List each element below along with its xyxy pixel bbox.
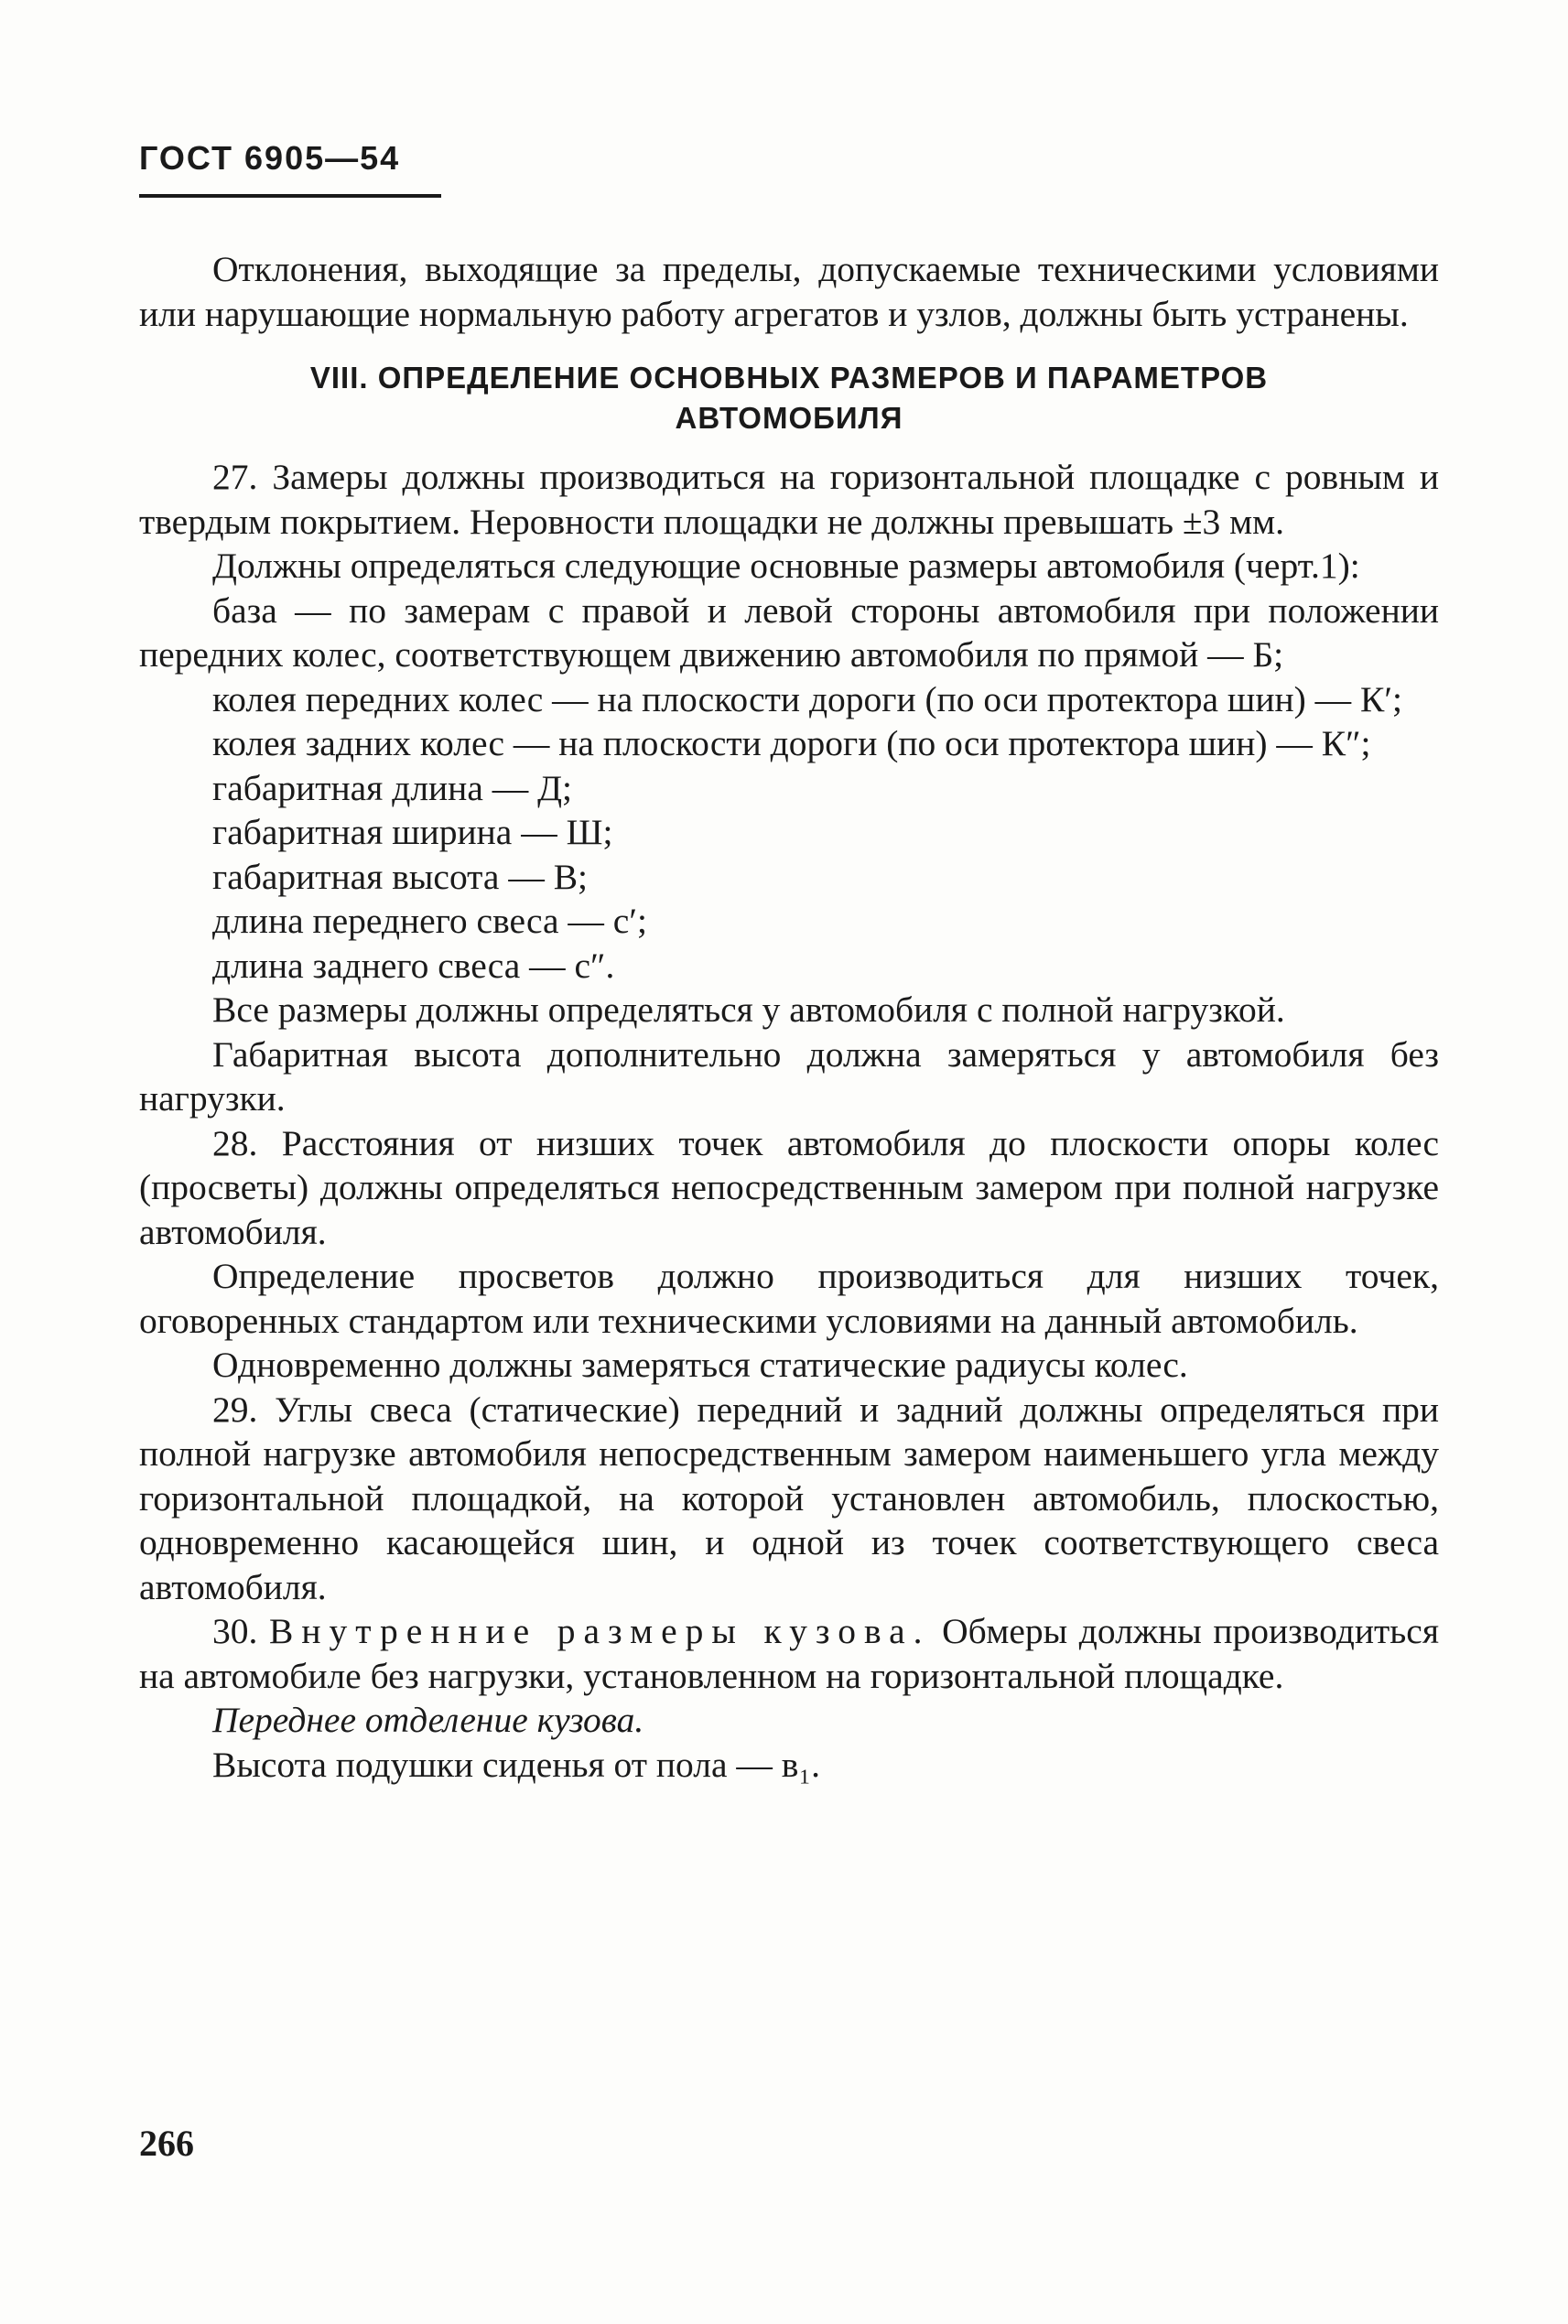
paragraph-29: 29. Углы свеса (статические) передний и задний должны определяться при полной нагрузке автомобиля непосредственным замером наименьшего угла между горизонтальной площадкой, на которой установлен автомобиль, плоскостью, одновременно касающейся шин, и одной из точек соответствующего свеса автомобиля. xyxy=(139,1389,1439,1607)
header-rule xyxy=(139,194,441,198)
paragraph-30 xyxy=(139,1609,1439,1698)
section-title-line2: АВТОМОБИЛЯ xyxy=(675,401,903,435)
page-number: 266 xyxy=(139,2123,194,2164)
paragraph-30-text: Обмеры должны производиться на автомобиле без нагрузки, установленном на горизонтальной площадке. xyxy=(139,1611,1439,1696)
seat-height: Высота подушки сиденья от пола — в₁. xyxy=(212,1744,821,1785)
dimension-width: габаритная ширина — Ш; xyxy=(212,812,613,852)
document-body xyxy=(139,247,1439,1787)
dimension-length: габаритная длина — Д; xyxy=(212,767,573,808)
paragraph-27-dimensions: Должны определяться следующие основные размеры автомобиля (черт.1): xyxy=(212,546,1360,586)
paragraph-30-heading: Внутренние размеры кузова. xyxy=(268,1611,931,1651)
height-extra-note: Габаритная высота дополнительно должна замеряться у автомобиля без нагрузки. xyxy=(139,1033,1439,1119)
front-compartment-heading: Переднее отделение кузова. xyxy=(212,1700,644,1740)
dimension-front-overhang: длина переднего свеса — c′; xyxy=(212,901,647,941)
dimension-height: габаритная высота — В; xyxy=(212,856,589,897)
paragraph-28-clearance: Определение просветов должно производиться для низших точек, оговоренных стандартом или техническими условиями на данный автомобиль. xyxy=(139,1256,1439,1341)
intro-paragraph: Отклонения, выходящие за пределы, допускаемые техническими условиями или нарушающие нормальную работу агрегатов и узлов, должны быть устранены. xyxy=(139,249,1439,334)
standard-code: ГОСТ 6905—54 xyxy=(139,139,401,177)
dimension-base: база — по замерам с правой и левой стороны автомобиля при положении передних колес, соответствующем движению автомобиля по прямой — Б; xyxy=(139,589,1439,675)
section-title-line1: VIII. ОПРЕДЕЛЕНИЕ ОСНОВНЫХ РАЗМЕРОВ И ПАРАМЕТРОВ xyxy=(309,361,1269,395)
section-title xyxy=(139,358,1439,438)
dimension-rear-track: колея задних колес — на плоскости дороги (по оси протектора шин) — К″; xyxy=(212,723,1371,763)
dimension-rear-overhang: длина заднего свеса — c″. xyxy=(212,945,615,986)
dimension-front-track: колея передних колес — на плоскости дороги (по оси протектора шин) — К′; xyxy=(212,678,1402,719)
paragraph-28-radii: Одновременно должны замеряться статические радиусы колес. xyxy=(212,1345,1188,1385)
paragraph-28: 28. Расстояния от низших точек автомобиля до плоскости опоры колес (просветы) должны определяться непосредственным замером при полной нагрузке автомобиля. xyxy=(139,1122,1439,1252)
paragraph-30-number: 30. xyxy=(212,1611,258,1651)
all-dimensions-note: Все размеры должны определяться у автомобиля с полной нагрузкой. xyxy=(212,989,1285,1030)
paragraph-27: 27. Замеры должны производиться на горизонтальной площадке с ровным и твердым покрытием. Неровности площадки не должны превышать ±3 мм. xyxy=(139,457,1439,542)
